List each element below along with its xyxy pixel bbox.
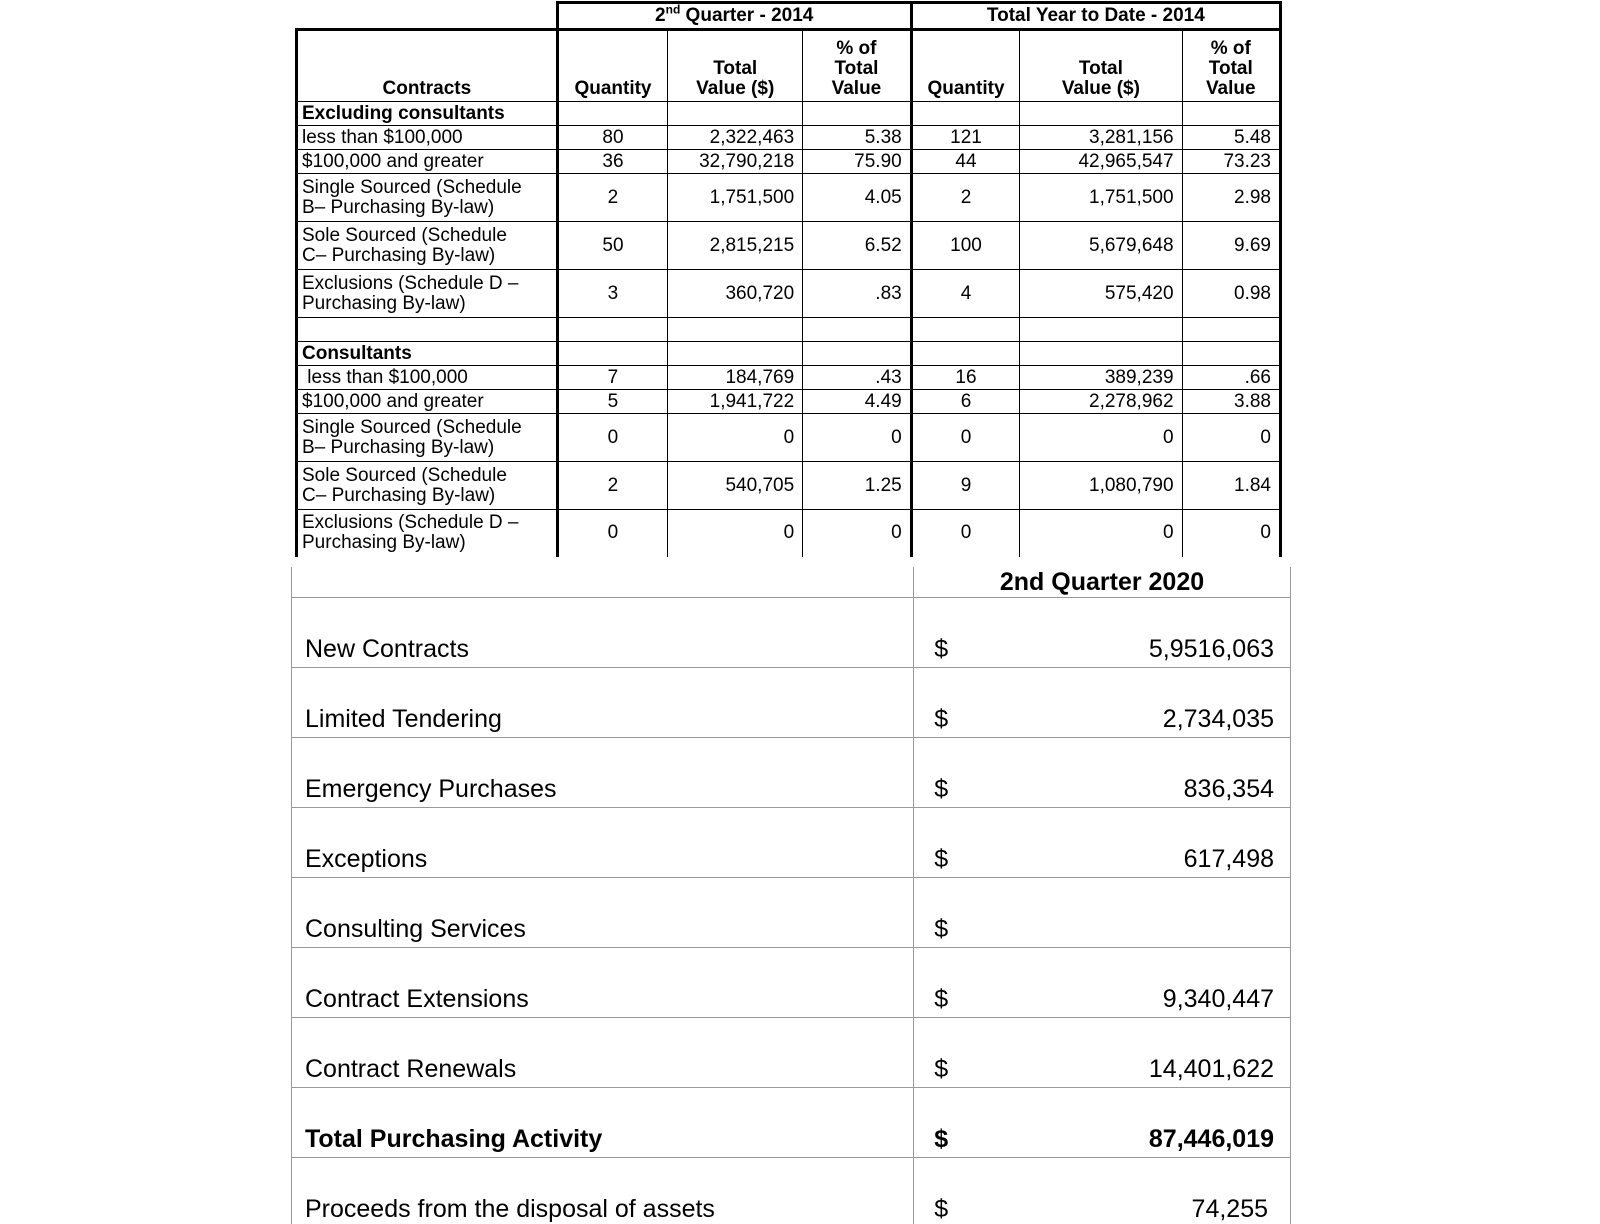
col-ytd-qty: Quantity — [911, 30, 1020, 102]
table-row — [292, 1158, 1291, 1224]
col-ytd-pct: % of Total Value — [1182, 30, 1280, 102]
ytd-value: 0 — [1020, 414, 1182, 462]
table-row — [292, 1018, 1291, 1088]
row-value: 836,354 — [969, 738, 1291, 808]
row-value: 5,9516,063 — [969, 598, 1291, 668]
column-header-row — [297, 30, 1281, 102]
table-row — [297, 510, 1281, 557]
row-label: Sole Sourced (Schedule C– Purchasing By-law) — [297, 222, 558, 270]
ytd-qty: 16 — [911, 366, 1020, 390]
ytd-pct: 3.88 — [1182, 390, 1280, 414]
ytd-value: 2,278,962 — [1020, 390, 1182, 414]
table-row — [292, 598, 1291, 668]
row-label: Contract Extensions — [292, 948, 914, 1018]
quarter-pct: 6.52 — [803, 222, 912, 270]
table-row — [297, 150, 1281, 174]
table-row — [297, 414, 1281, 462]
contracts-2014-table — [295, 1, 1282, 557]
row-value: 617,498 — [969, 808, 1291, 878]
row-label: Limited Tendering — [292, 668, 914, 738]
row-label: less than $100,000 — [297, 366, 558, 390]
currency-symbol: $ — [914, 1088, 969, 1158]
ytd-value: 389,239 — [1020, 366, 1182, 390]
col-quarter-qty: Quantity — [557, 30, 668, 102]
quarter-pct: .43 — [803, 366, 912, 390]
currency-symbol: $ — [914, 878, 969, 948]
quarter-2020-header-row — [292, 567, 1291, 598]
table-row — [297, 270, 1281, 318]
ytd-qty: 100 — [911, 222, 1020, 270]
ytd-qty: 4 — [911, 270, 1020, 318]
group-header-row — [297, 3, 1281, 30]
row-label: less than $100,000 — [297, 126, 558, 150]
quarter-pct: 0 — [803, 510, 912, 557]
row-value: 74,255 — [969, 1158, 1291, 1224]
ytd-value: 1,080,790 — [1020, 462, 1182, 510]
quarter-qty: 36 — [557, 150, 668, 174]
table-row — [292, 738, 1291, 808]
quarter-pct: 4.05 — [803, 174, 912, 222]
quarter-value: 1,751,500 — [668, 174, 803, 222]
row-value: 14,401,622 — [969, 1018, 1291, 1088]
currency-symbol: $ — [914, 738, 969, 808]
quarter-qty: 2 — [557, 462, 668, 510]
row-value: 2,734,035 — [969, 668, 1291, 738]
currency-symbol: $ — [914, 808, 969, 878]
ytd-value: 0 — [1020, 510, 1182, 557]
ytd-value: 5,679,648 — [1020, 222, 1182, 270]
quarter-value: 2,815,215 — [668, 222, 803, 270]
row-label: $100,000 and greater — [297, 150, 558, 174]
ytd-qty: 2 — [911, 174, 1020, 222]
spacer-row — [297, 318, 1281, 342]
quarter-value: 0 — [668, 414, 803, 462]
quarter-value: 360,720 — [668, 270, 803, 318]
ytd-pct: 1.84 — [1182, 462, 1280, 510]
quarter-pct: .83 — [803, 270, 912, 318]
row-value — [969, 878, 1291, 948]
col-contracts: Contracts — [297, 30, 558, 102]
ytd-qty: 6 — [911, 390, 1020, 414]
table-row — [292, 878, 1291, 948]
row-label: Exclusions (Schedule D – Purchasing By-law) — [297, 510, 558, 557]
quarter-qty: 5 — [557, 390, 668, 414]
table-row — [297, 126, 1281, 150]
quarter-value: 32,790,218 — [668, 150, 803, 174]
quarter-2020-header: 2nd Quarter 2020 — [914, 567, 1291, 598]
row-label: Sole Sourced (Schedule C– Purchasing By-law) — [297, 462, 558, 510]
ytd-qty: 121 — [911, 126, 1020, 150]
quarter-qty: 0 — [557, 510, 668, 557]
ytd-2014-header: Total Year to Date - 2014 — [911, 3, 1280, 30]
section-title: Consultants — [297, 342, 558, 366]
ytd-pct: 73.23 — [1182, 150, 1280, 174]
section-header-excluding-consultants — [297, 102, 1281, 126]
ytd-pct: 9.69 — [1182, 222, 1280, 270]
table-row — [297, 462, 1281, 510]
quarter-value: 1,941,722 — [668, 390, 803, 414]
ytd-pct: 0 — [1182, 414, 1280, 462]
currency-symbol: $ — [914, 1018, 969, 1088]
col-ytd-value: Total Value ($) — [1020, 30, 1182, 102]
ytd-pct: 2.98 — [1182, 174, 1280, 222]
currency-symbol: $ — [914, 668, 969, 738]
currency-symbol: $ — [914, 598, 969, 668]
quarter-value: 2,322,463 — [668, 126, 803, 150]
quarter-pct: 75.90 — [803, 150, 912, 174]
row-label: Emergency Purchases — [292, 738, 914, 808]
table-row — [292, 668, 1291, 738]
quarter-qty: 80 — [557, 126, 668, 150]
table-row — [297, 222, 1281, 270]
ytd-pct: 0 — [1182, 510, 1280, 557]
total-row — [292, 1088, 1291, 1158]
row-label: $100,000 and greater — [297, 390, 558, 414]
quarter-value: 184,769 — [668, 366, 803, 390]
row-label: Exceptions — [292, 808, 914, 878]
purchasing-2020-table — [291, 567, 1291, 1224]
ytd-pct: 0.98 — [1182, 270, 1280, 318]
ytd-pct: 5.48 — [1182, 126, 1280, 150]
quarter-qty: 2 — [557, 174, 668, 222]
table-row — [297, 366, 1281, 390]
row-label: Single Sourced (Schedule B– Purchasing By-law) — [297, 414, 558, 462]
quarter-pct: 4.49 — [803, 390, 912, 414]
row-label: Single Sourced (Schedule B– Purchasing By-law) — [297, 174, 558, 222]
quarter-pct: 1.25 — [803, 462, 912, 510]
quarter-value: 540,705 — [668, 462, 803, 510]
ytd-qty: 0 — [911, 510, 1020, 557]
section-title: Excluding consultants — [297, 102, 558, 126]
quarter-pct: 0 — [803, 414, 912, 462]
ytd-qty: 9 — [911, 462, 1020, 510]
row-label: Contract Renewals — [292, 1018, 914, 1088]
table-row — [292, 948, 1291, 1018]
col-quarter-pct: % of Total Value — [803, 30, 912, 102]
quarter-qty: 7 — [557, 366, 668, 390]
table-row — [297, 390, 1281, 414]
row-label: Proceeds from the disposal of assets — [292, 1158, 914, 1224]
quarter-value: 0 — [668, 510, 803, 557]
ytd-value: 3,281,156 — [1020, 126, 1182, 150]
col-quarter-value: Total Value ($) — [668, 30, 803, 102]
row-label: New Contracts — [292, 598, 914, 668]
currency-symbol: $ — [914, 1158, 969, 1224]
row-label: Exclusions (Schedule D – Purchasing By-law) — [297, 270, 558, 318]
row-value: 87,446,019 — [969, 1088, 1291, 1158]
table-row — [297, 174, 1281, 222]
ytd-value: 575,420 — [1020, 270, 1182, 318]
quarter-qty: 50 — [557, 222, 668, 270]
quarter-qty: 3 — [557, 270, 668, 318]
ytd-value: 42,965,547 — [1020, 150, 1182, 174]
ytd-qty: 44 — [911, 150, 1020, 174]
currency-symbol: $ — [914, 948, 969, 1018]
ytd-pct: .66 — [1182, 366, 1280, 390]
row-value: 9,340,447 — [969, 948, 1291, 1018]
quarter-2014-header: 2nd Quarter - 2014 — [557, 3, 911, 30]
table-row — [292, 808, 1291, 878]
row-label: Consulting Services — [292, 878, 914, 948]
quarter-pct: 5.38 — [803, 126, 912, 150]
quarter-qty: 0 — [557, 414, 668, 462]
ytd-qty: 0 — [911, 414, 1020, 462]
ytd-value: 1,751,500 — [1020, 174, 1182, 222]
row-label: Total Purchasing Activity — [292, 1088, 914, 1158]
section-header-consultants — [297, 342, 1281, 366]
